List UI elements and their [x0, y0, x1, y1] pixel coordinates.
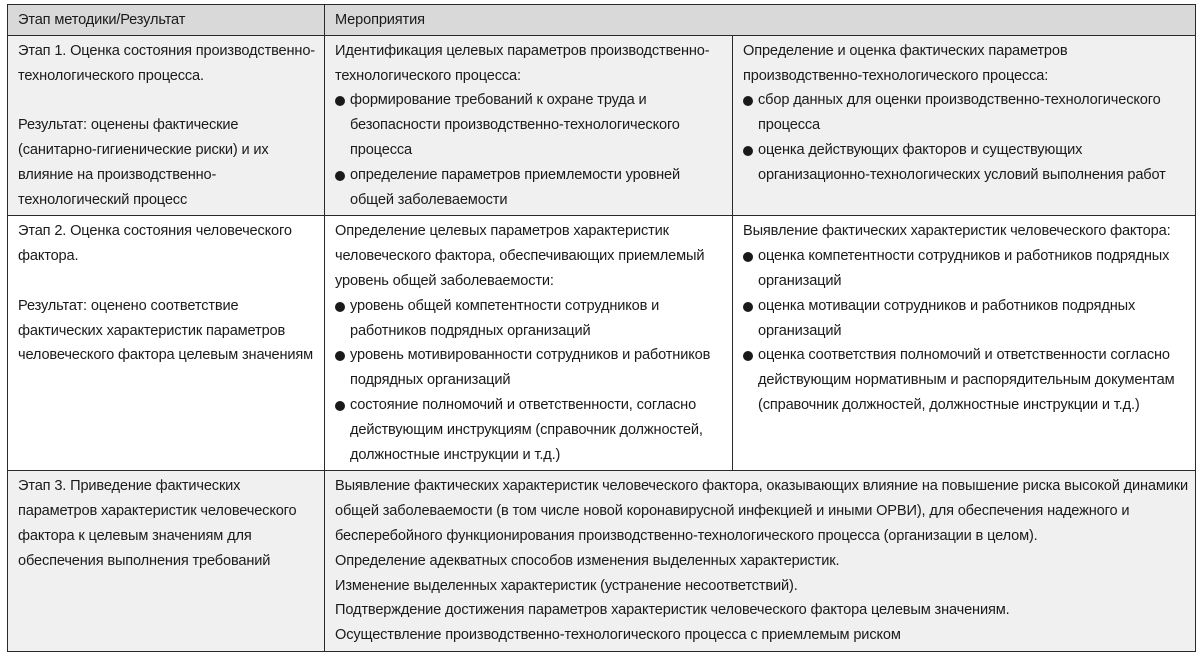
bullet-icon [335, 96, 345, 106]
actual-list [743, 88, 1189, 187]
table-row [8, 216, 1196, 471]
list-item: оценка мотивации сотрудников и работников подрядных организаций [743, 294, 1189, 344]
stage-result: Результат: оценены фактические (санитарно-гигиенические риски) и их влияние на производственно-технологический процесс [18, 117, 269, 208]
table-header-row [8, 5, 1196, 36]
actual-intro: Выявление фактических характеристик человеческого фактора: [743, 223, 1171, 240]
activity-line: Выявление фактических характеристик человеческого фактора, оказывающих влияние на повышение риска высокой динамики общей заболеваемости (в том числе новой коронавирусной инфекцией и иными ОРВИ), для обеспечения надежного и бесперебойного функционирования производственно-технологического процесса (организации в целом). [335, 478, 1189, 544]
target-parameters-cell [325, 216, 733, 471]
activity-line: Осуществление производственно-технологического процесса с приемлемым риском [335, 627, 901, 644]
stage-cell [8, 35, 325, 216]
bullet-icon [743, 302, 753, 312]
actual-parameters-cell [733, 216, 1196, 471]
stage-title: Этап 2. Оценка состояния человеческого фактора. [18, 223, 292, 265]
stage-result: Результат: оценено соответствие фактических характеристик параметров человеческого фактора целевым значениям [18, 297, 314, 364]
list-item: определение параметров приемлемости уровней общей заболеваемости [335, 163, 726, 213]
bullet-icon [335, 302, 345, 312]
actual-parameters-cell [733, 35, 1196, 216]
header-stage-result: Этап методики/Результат [8, 5, 325, 36]
table-row [8, 471, 1196, 652]
bullet-icon [743, 252, 753, 262]
target-intro: Определение целевых параметров характеристик человеческого фактора, обеспечивающих приемлемый уровень общей заболеваемости: [335, 223, 705, 289]
table-row [8, 35, 1196, 216]
list-item: состояние полномочий и ответственности, согласно действующим инструкциям (справочник должностей, должностные инструкции и т.д.) [335, 393, 726, 467]
activity-line: Определение адекватных способов изменения выделенных характеристик. [335, 552, 840, 569]
target-parameters-cell [325, 35, 733, 216]
list-item: оценка компетентности сотрудников и работников подрядных организаций [743, 244, 1189, 294]
bullet-icon [335, 351, 345, 361]
list-item: сбор данных для оценки производственно-технологического процесса [743, 88, 1189, 138]
bullet-icon [743, 351, 753, 361]
stage-title: Этап 3. Приведение фактических параметров характеристик человеческого фактора к целевым значениям для обеспечения выполнения требований [18, 478, 297, 569]
list-item: уровень мотивированности сотрудников и работников подрядных организаций [335, 343, 726, 393]
bullet-icon [743, 146, 753, 156]
list-item: формирование требований к охране труда и безопасности производственно-технологического процесса [335, 88, 726, 162]
stage-cell [8, 471, 325, 652]
methodology-table-wrapper [7, 4, 1195, 652]
target-list [335, 88, 726, 212]
list-item: оценка соответствия полномочий и ответственности согласно действующим нормативным и распорядительным документам (справочник должностей, должностные инструкции и т.д.) [743, 343, 1189, 417]
list-item: уровень общей компетентности сотрудников и работников подрядных организаций [335, 294, 726, 344]
stage-title: Этап 1. Оценка состояния производственно-технологического процесса. [18, 42, 315, 84]
actual-intro: Определение и оценка фактических параметров производственно-технологического процесса: [743, 42, 1068, 84]
actual-list [743, 244, 1189, 418]
bullet-icon [335, 401, 345, 411]
bullet-icon [335, 171, 345, 181]
bullet-icon [743, 96, 753, 106]
list-item: оценка действующих факторов и существующих организационно-технологических условий выполнения работ [743, 138, 1189, 188]
header-activities: Мероприятия [325, 5, 1196, 36]
target-list [335, 294, 726, 468]
target-intro: Идентификация целевых параметров производственно-технологического процесса: [335, 42, 710, 84]
activity-line: Изменение выделенных характеристик (устранение несоответствий). [335, 577, 798, 594]
activity-line: Подтверждение достижения параметров характеристик человеческого фактора целевым значениям. [335, 602, 1010, 619]
stage-cell [8, 216, 325, 471]
methodology-table [7, 4, 1196, 652]
activities-cell [325, 471, 1196, 652]
